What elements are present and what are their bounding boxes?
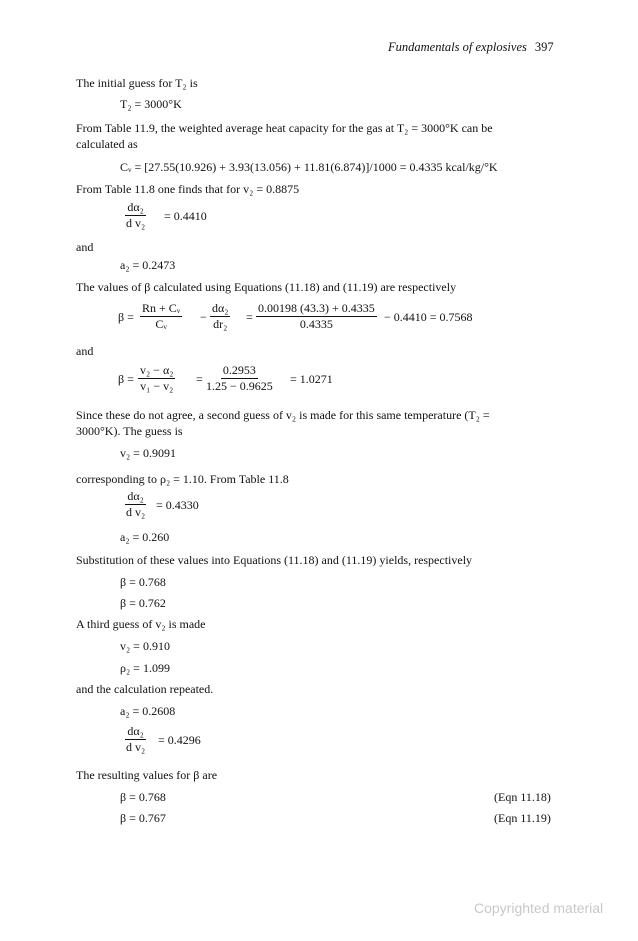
fraction-numerator: dα₂ xyxy=(127,724,144,738)
equals-sign: = xyxy=(196,372,203,386)
fraction-denominator: v₁ − v₂ xyxy=(140,379,174,393)
equation: a₂ = 0.260 xyxy=(120,530,170,544)
equation: v₂ = 0.9091 xyxy=(120,446,176,460)
page-number: 397 xyxy=(534,40,554,54)
fraction-denominator: d v₂ xyxy=(126,216,146,230)
fraction-denominator: dr₂ xyxy=(213,317,228,331)
equation: β = 0.768 xyxy=(120,575,166,589)
text-line: Substitution of these values into Equations (11.18) and (11.19) yields, respectively xyxy=(76,553,473,567)
fraction-numerator: dα₂ xyxy=(212,301,229,315)
running-header-title: Fundamentals of explosives xyxy=(388,40,527,54)
fraction-numerator: v₂ − α₂ xyxy=(140,363,174,377)
text-line: The initial guess for T₂ is xyxy=(76,76,198,90)
fraction-rn-cv xyxy=(140,302,182,331)
fraction-denominator: 0.4335 xyxy=(299,317,333,331)
equation-rhs: = 1.0271 xyxy=(290,372,333,386)
copyright-watermark: Copyrighted material xyxy=(474,900,604,916)
beta-lhs: β = xyxy=(118,310,134,324)
equation: β = 0.762 xyxy=(120,596,166,610)
fraction-numeric xyxy=(204,364,275,393)
derivative-fraction xyxy=(124,201,147,230)
derivative-fraction xyxy=(124,490,147,519)
fraction-v-alpha xyxy=(138,364,175,393)
equation: a₂ = 0.2608 xyxy=(120,704,176,718)
text-line: and the calculation repeated. xyxy=(76,682,214,696)
derivative-fraction xyxy=(124,725,147,754)
text-line: From Table 11.8 one finds that for v₂ = 0.8875 xyxy=(76,182,300,196)
equation: Cᵥ = [27.55(10.926) + 3.93(13.056) + 11.81(6.874)]/1000 = 0.4335 kcal/kg/°K xyxy=(120,160,498,174)
text-line: The values of β calculated using Equations (11.18) and (11.19) are respectively xyxy=(76,280,457,294)
text-line: and xyxy=(76,344,94,358)
equation-reference: (Eqn 11.18) xyxy=(494,790,551,804)
equation: β = 0.767 xyxy=(120,811,166,825)
text-line: calculated as xyxy=(76,137,138,151)
fraction-denominator: d v₂ xyxy=(126,740,146,754)
equals-sign: = xyxy=(246,310,253,324)
running-header xyxy=(388,40,554,54)
text-line: The resulting values for β are xyxy=(76,768,218,782)
minus-sign: − xyxy=(200,310,207,324)
equation-rhs: = 0.4296 xyxy=(158,733,201,747)
equation: ρ₂ = 1.099 xyxy=(120,661,170,675)
fraction-numerator: dα₂ xyxy=(127,200,144,214)
fraction-numerator: 0.00198 (43.3) + 0.4335 xyxy=(258,301,375,315)
equation: T₂ = 3000°K xyxy=(120,97,182,111)
fraction-numerator: Rn + Cᵥ xyxy=(142,301,181,315)
fraction-dalpha-dr xyxy=(210,302,230,331)
equation-rhs: = 0.4410 xyxy=(164,209,207,223)
text-line: corresponding to ρ₂ = 1.10. From Table 11.8 xyxy=(76,472,289,486)
equation-rhs: − 0.4410 = 0.7568 xyxy=(384,310,473,324)
fraction-numeric xyxy=(256,302,377,331)
fraction-denominator: Cᵥ xyxy=(155,317,167,331)
text-line: From Table 11.9, the weighted average heat capacity for the gas at T₂ = 3000°K can be xyxy=(76,121,493,135)
text-line: 3000°K). The guess is xyxy=(76,424,183,438)
text-line: and xyxy=(76,240,94,254)
equation-reference: (Eqn 11.19) xyxy=(494,811,551,825)
text-line: A third guess of v₂ is made xyxy=(76,617,206,631)
equation: β = 0.768 xyxy=(120,790,166,804)
fraction-denominator: 1.25 − 0.9625 xyxy=(206,379,273,393)
text-line: Since these do not agree, a second guess of v₂ is made for this same temperature (T₂ = xyxy=(76,408,490,422)
beta-lhs: β = xyxy=(118,372,134,386)
fraction-numerator: dα₂ xyxy=(127,489,144,503)
equation-rhs: = 0.4330 xyxy=(156,498,199,512)
fraction-numerator: 0.2953 xyxy=(222,363,256,377)
fraction-denominator: d v₂ xyxy=(126,505,146,519)
equation: v₂ = 0.910 xyxy=(120,639,170,653)
equation: a₂ = 0.2473 xyxy=(120,258,176,272)
